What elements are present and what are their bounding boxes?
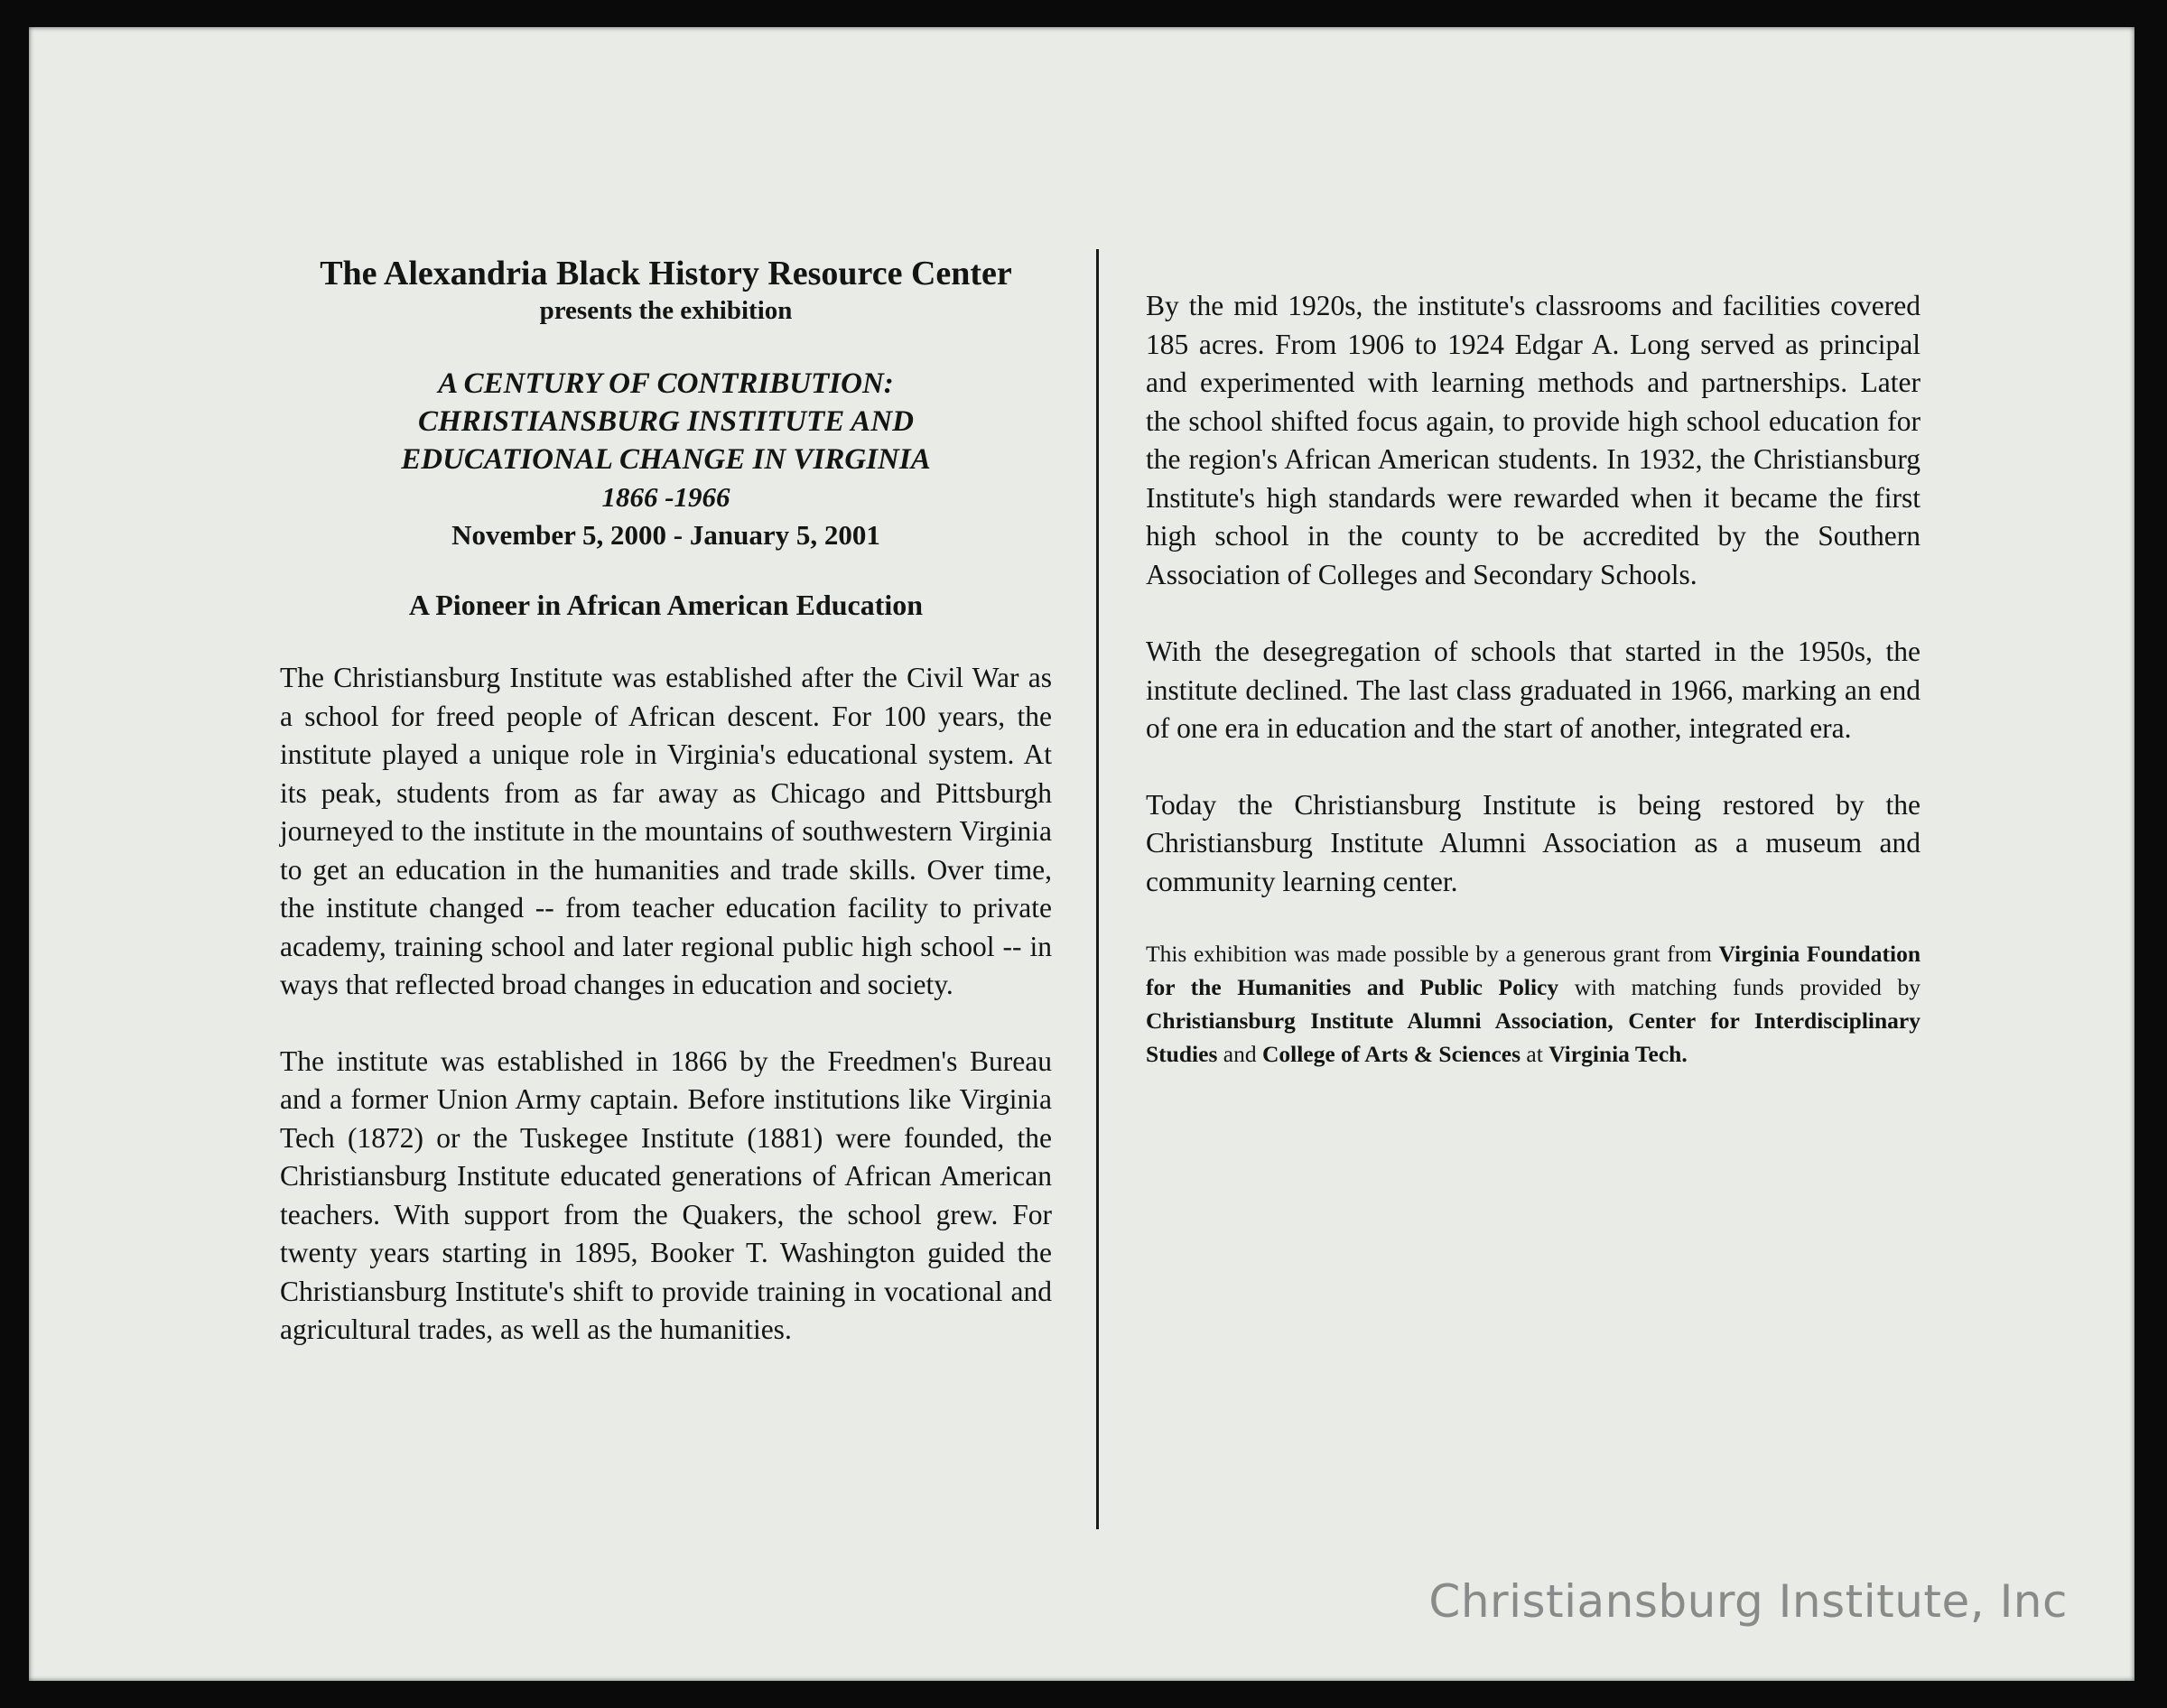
credits-paragraph	[1146, 937, 1921, 1071]
credits-and: and	[1217, 1041, 1262, 1067]
document-page	[29, 27, 2134, 1681]
right-paragraph-1: By the mid 1920s, the institute's classrooms and facilities covered 185 acres. From 1906 to 1924 Edgar A. Long served as principal and experimented with learning methods and partnerships. Later the school shifted focus again, to provide high school education for the region's African American students. In 1932, the Christiansburg Institute's high standards were rewarded when it became the first high school in the county to be accredited by the Southern Association of Colleges and Secondary Schools.	[1146, 290, 1921, 590]
credits-at: at	[1521, 1041, 1549, 1067]
column-divider	[1096, 249, 1099, 1529]
exhibition-years: 1866 -1966	[601, 481, 730, 513]
exhibition-title-line-2: CHRISTIANSBURG INSTITUTE AND	[418, 405, 914, 438]
credits-sponsor-3: College of Arts & Sciences	[1261, 1041, 1521, 1067]
watermark: Christiansburg Institute, Inc	[1428, 1575, 2068, 1628]
left-paragraph-1: The Christiansburg Institute was established after the Civil War as a school for freed people of African descent. For 100 years, the institute played a unique role in Virginia's educational system. At its peak, students from as far away as Chicago and Pittsburgh journeyed to the institute in the mountains of southwestern Virginia to get an education in the humanities and trade skills. Over time, the institute changed -- from teacher education facility to private academy, training school and later regional public high school -- in ways that reflected broad changes in education and society.	[280, 662, 1052, 1000]
exhibition-dates: November 5, 2000 - January 5, 2001	[451, 519, 880, 551]
left-column	[280, 253, 1052, 1350]
credits-sponsor-2: Center for Interdisciplinary Studies	[1146, 1007, 1921, 1067]
credits-sponsor-1: Christiansburg Institute Alumni Association,	[1146, 1007, 1614, 1034]
right-paragraph-3: Today the Christiansburg Institute is being restored by the Christiansburg Institute Alumni Association as a museum and community learning center.	[1146, 788, 1921, 897]
right-paragraph-2: With the desegregation of schools that started in the 1950s, the institute declined. The last class graduated in 1966, marking an end of one era in education and the start of another, integrated era.	[1146, 636, 1921, 744]
credits-sponsor-4: Virginia Tech.	[1549, 1041, 1688, 1067]
presents-line: presents the exhibition	[539, 296, 793, 325]
left-paragraph-2: The institute was established in 1866 by the Freedmen's Bureau and a former Union Army captain. Before institutions like Virginia Tech (1872) or the Tuskegee Institute (1881) were founded, the Christiansburg Institute educated generations of African American teachers. With support from the Quakers, the school grew. For twenty years starting in 1895, Booker T. Washington guided the Christiansburg Institute's shift to provide training in vocational and agricultural trades, as well as the humanities.	[280, 1044, 1052, 1345]
exhibition-title-line-1: A CENTURY OF CONTRIBUTION:	[438, 367, 894, 400]
exhibition-title	[280, 365, 1052, 478]
exhibition-title-line-3: EDUCATIONAL CHANGE IN VIRGINIA	[401, 443, 931, 476]
organization-title: The Alexandria Black History Resource Center	[320, 255, 1012, 292]
right-column	[1146, 287, 1921, 1094]
credits-matching: with matching funds provided by	[1558, 974, 1921, 1000]
section-heading: A Pioneer in African American Education	[408, 589, 924, 621]
credits-grantor: Virginia Foundation for the Humanities and Public Policy	[1146, 941, 1921, 1000]
credits-intro: This exhibition was made possible by a generous grant from	[1146, 941, 1719, 967]
